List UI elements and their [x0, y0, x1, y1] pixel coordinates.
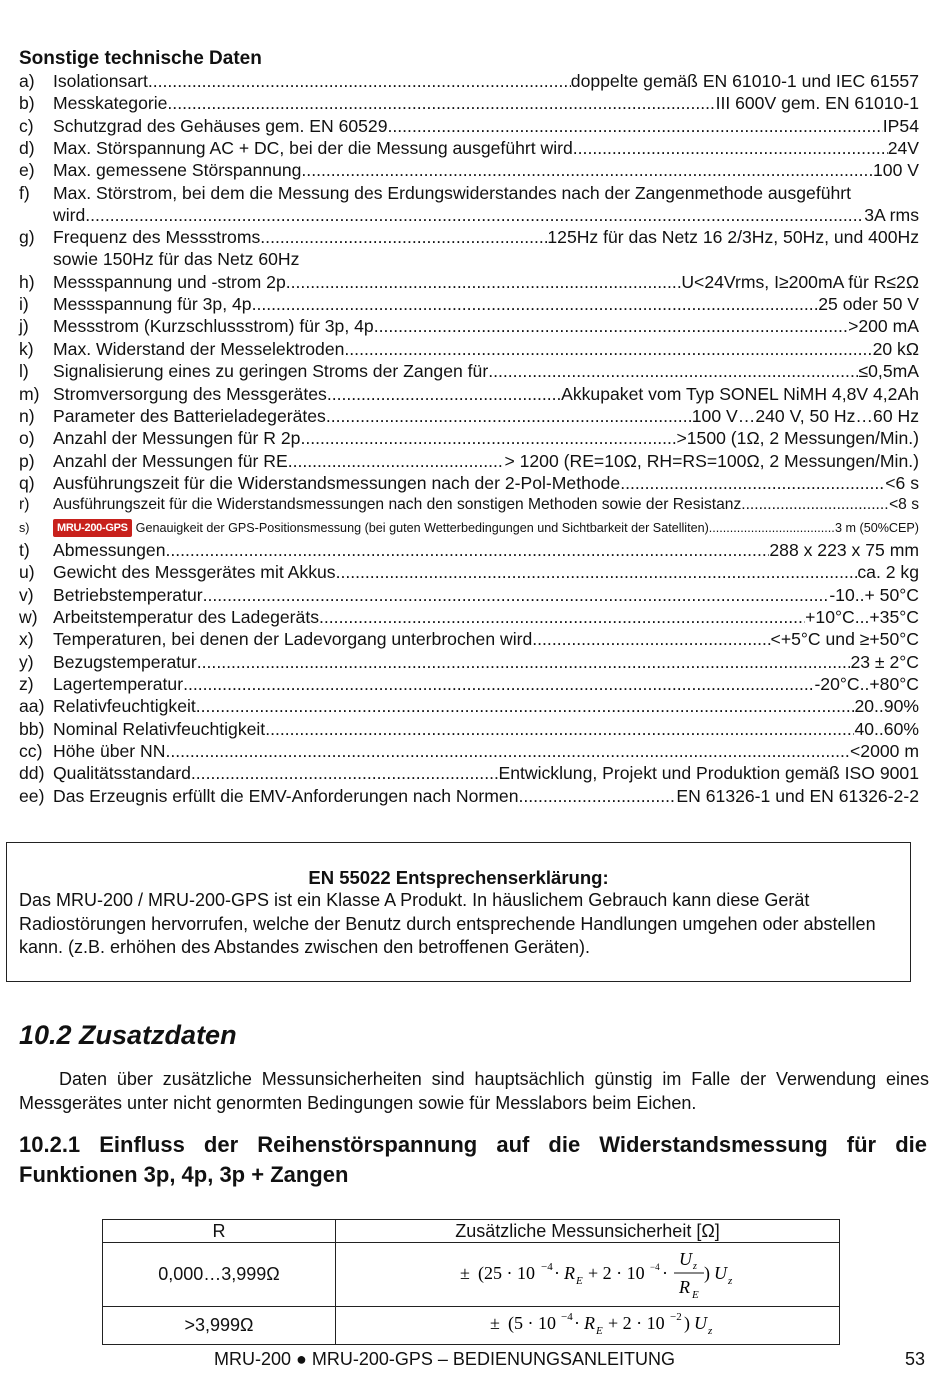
leader-dots [532, 628, 770, 650]
leader-dots [573, 137, 888, 159]
leader-dots [191, 762, 499, 784]
spec-item [19, 137, 919, 159]
spec-item [19, 360, 919, 382]
svg-text:−4: −4 [560, 1311, 573, 1323]
spec-item [19, 785, 919, 807]
spec-letter: y) [19, 651, 34, 672]
spec-letter: h) [19, 271, 35, 292]
spec-value: ≤0,5mA [858, 361, 919, 382]
spec-value: 100 V [873, 160, 919, 181]
spec-label: Abmessungen [53, 539, 166, 560]
spec-label: Betriebstemperatur [53, 584, 203, 605]
svg-text:−4: −4 [649, 1262, 660, 1272]
spec-item [19, 740, 919, 762]
leader-dots [286, 271, 682, 293]
spec-letter: k) [19, 338, 34, 359]
leader-dots [196, 695, 855, 717]
svg-text:R: R [678, 1277, 690, 1297]
leader-dots [252, 293, 819, 315]
spec-label: Isolationsart [53, 71, 148, 91]
spec-label: Gewicht des Messgerätes mit Akkus [53, 562, 336, 583]
spec-item [19, 182, 919, 225]
spec-value: +10°C...+35°C [805, 607, 919, 627]
spec-label: Ausführungszeit für die Widerstandsmessungen nach der 2-Pol-Methode [53, 472, 621, 493]
spec-item [19, 695, 919, 717]
spec-letter: f) [19, 182, 30, 203]
svg-text:): ) [703, 1263, 710, 1283]
leader-dots [388, 115, 883, 137]
svg-text:z: z [692, 1261, 697, 1272]
emv-title: EN 55022 Entsprechenserklärung: [308, 867, 609, 888]
emv-notice-box [6, 842, 911, 982]
spec-value: 288 x 223 x 75 mm [769, 539, 919, 560]
spec-item [19, 628, 919, 650]
svg-text:·: · [661, 1263, 668, 1283]
leader-dots [165, 740, 850, 762]
leader-dots [197, 651, 851, 673]
leader-dots [326, 405, 692, 427]
spec-value: Akkupaket vom Typ SONEL NiMH 4,8V 4,2Ah [561, 383, 919, 404]
leader-dots [148, 70, 571, 92]
table-header-uncertainty: Zusätzliche Messunsicherheit [Ω] [336, 1220, 840, 1243]
spec-item [19, 450, 919, 472]
spec-item [19, 762, 919, 784]
spec-item [19, 584, 919, 606]
leader-dots [336, 561, 858, 583]
spec-value: 40..60% [854, 718, 919, 739]
spec-label: Bezugstemperatur [53, 651, 197, 672]
table-cell-range: >3,999Ω [103, 1307, 336, 1345]
leader-dots [519, 785, 677, 807]
spec-label: Messspannung für 3p, 4p [53, 294, 252, 315]
spec-letter: s) [19, 520, 30, 535]
spec-letter: o) [19, 428, 35, 449]
leader-dots [319, 606, 805, 628]
spec-label: Arbeitstemperatur des Ladegeräts [53, 607, 320, 627]
spec-value: 125Hz für das Netz 16 2/3Hz, 50Hz, und 400Hz [547, 227, 919, 248]
spec-item [19, 606, 919, 628]
spec-letter: bb) [19, 718, 45, 739]
spec-item [19, 651, 919, 673]
spec-item [19, 718, 919, 740]
spec-label: Messstrom (Kurzschlussstrom) für 3p, 4p [53, 316, 374, 337]
leader-dots [85, 204, 864, 226]
spec-letter: t) [19, 539, 30, 560]
spec-item [19, 427, 919, 449]
spec-value: >200 mA [848, 316, 919, 337]
page-number: 53 [904, 1349, 925, 1369]
table-row [103, 1307, 840, 1345]
svg-text:R: R [563, 1263, 575, 1283]
spec-label: Max. Störspannung AC + DC, bei der die Messung ausgeführt wird [53, 138, 573, 159]
spec-value: 3A rms [864, 204, 919, 225]
spec-letter: w) [19, 607, 38, 627]
spec-letter: g) [19, 227, 35, 248]
leader-dots [374, 315, 848, 337]
svg-text:U: U [693, 1313, 707, 1333]
spec-value: -10..+ 50°C [829, 584, 919, 605]
spec-label: Messkategorie [53, 93, 168, 114]
leader-dots [741, 494, 889, 516]
leader-dots [165, 539, 769, 561]
spec-label: Stromversorgung des Messgerätes [53, 383, 327, 404]
spec-letter: u) [19, 562, 35, 583]
spec-value: 20 kΩ [872, 338, 919, 359]
spec-value: doppelte gemäß EN 61010-1 und IEC 61557 [570, 71, 919, 91]
spec-value: 20..90% [854, 696, 919, 717]
spec-letter: m) [19, 383, 40, 404]
spec-value: ca. 2 kg [857, 562, 919, 583]
svg-text:(5 · 10: (5 · 10 [507, 1313, 556, 1333]
spec-label: Das Erzeugnis erfüllt die EMV-Anforderungen nach Normen [53, 785, 519, 806]
svg-text:(25 · 10: (25 · 10 [477, 1263, 535, 1283]
spec-letter: dd) [19, 763, 45, 784]
spec-label: Messspannung und -strom 2p [53, 271, 286, 292]
spec-item [19, 539, 919, 561]
svg-text:U: U [713, 1263, 727, 1283]
spec-item [19, 315, 919, 337]
spec-item [19, 472, 919, 494]
intro-paragraph: Daten über zusätzliche Messunsicherheiten sind hauptsächlich günstig im Falle der Verwendung eines Messgerätes unter nicht genormten Bedingungen sowie für Messlabors beim Eichen. [19, 1069, 929, 1113]
svg-text:E: E [595, 1325, 603, 1337]
spec-letter: a) [19, 71, 35, 91]
spec-item [19, 92, 919, 114]
leader-dots [327, 383, 561, 405]
svg-text:+ 2 · 10: + 2 · 10 [607, 1313, 665, 1333]
leader-dots [344, 338, 872, 360]
leader-dots [620, 472, 885, 494]
spec-label-continued: wird [53, 204, 86, 225]
leader-dots [167, 92, 715, 114]
svg-text:E: E [575, 1275, 583, 1287]
table-cell-range: 0,000…3,999Ω [103, 1243, 336, 1307]
spec-label: Genauigkeit der GPS-Positionsmessung (bei guten Wetterbedingungen und Sichtbarkeit der Satelliten) [135, 520, 709, 535]
spec-letter: r) [19, 496, 30, 514]
spec-label: Max. Widerstand der Messelektroden [53, 338, 345, 359]
spec-label: Relativfeuchtigkeit [53, 696, 196, 717]
spec-value: Entwicklung, Projekt und Produktion gemäß ISO 9001 [498, 763, 919, 784]
svg-text:·: · [553, 1263, 560, 1283]
spec-value-continued: sowie 150Hz für das Netz 60Hz [53, 249, 300, 270]
formula-1 [438, 1243, 738, 1301]
table-header-r: R [103, 1220, 336, 1243]
spec-value: 24V [887, 138, 919, 159]
spec-value: 25 oder 50 V [818, 294, 919, 315]
spec-letter: q) [19, 472, 35, 493]
spec-label: Ausführungszeit für die Widerstandsmessungen nach den sonstigen Methoden sowie der Resistanz [53, 496, 742, 514]
table-cell-formula [336, 1307, 840, 1345]
svg-text:·: · [573, 1313, 580, 1333]
spec-label: Nominal Relativfeuchtigkeit [53, 718, 266, 739]
spec-label: Schutzgrad des Gehäuses gem. EN 60529 [53, 115, 388, 136]
spec-value: III 600V gem. EN 61010-1 [715, 93, 919, 114]
leader-dots [183, 673, 814, 695]
spec-letter: aa) [19, 696, 45, 717]
spec-item [19, 494, 919, 516]
table-row [103, 1243, 840, 1307]
spec-value: >1500 (1Ω, 2 Messungen/Min.) [676, 428, 919, 449]
spec-item [19, 115, 919, 137]
spec-value: <6 s [885, 472, 919, 493]
spec-letter: n) [19, 405, 35, 426]
spec-letter: v) [19, 584, 34, 605]
formula-2 [438, 1307, 738, 1339]
svg-text:−2: −2 [669, 1311, 682, 1323]
leader-dots [709, 517, 835, 539]
spec-label: Signalisierung eines zu geringen Stroms der Zangen für [53, 361, 489, 382]
leader-dots [265, 718, 854, 740]
leader-dots [260, 226, 547, 248]
table-cell-formula [336, 1243, 840, 1307]
spec-item [19, 561, 919, 583]
spec-label: Frequenz des Messstroms [53, 227, 261, 248]
spec-value: -20°C..+80°C [814, 674, 919, 695]
spec-item [19, 70, 919, 92]
spec-label: Anzahl der Messungen für R 2p [53, 428, 301, 449]
spec-item [19, 159, 919, 181]
spec-item [19, 405, 919, 427]
leader-dots [300, 427, 676, 449]
spec-value: > 1200 (RE=10Ω, RH=RS=100Ω, 2 Messungen/Min.) [504, 450, 919, 471]
model-badge: MRU-200-GPS [53, 519, 132, 537]
spec-value: <8 s [889, 496, 919, 514]
svg-text:−4: −4 [540, 1261, 553, 1273]
uncertainty-table [102, 1219, 840, 1345]
spec-letter: p) [19, 450, 35, 471]
svg-text:E: E [691, 1289, 699, 1301]
svg-text:): ) [683, 1313, 690, 1333]
spec-label: Anzahl der Messungen für RE [53, 450, 288, 471]
svg-text:+ 2 · 10: + 2 · 10 [587, 1263, 645, 1283]
spec-letter: l) [19, 361, 29, 382]
spec-letter: d) [19, 138, 35, 159]
spec-label: Höhe über NN [53, 741, 166, 762]
spec-label: Qualitätsstandard [53, 763, 191, 784]
svg-text:±: ± [489, 1313, 500, 1333]
leader-dots [288, 450, 505, 472]
spec-value: EN 61326-1 und EN 61326-2-2 [676, 785, 919, 806]
spec-value: <2000 m [850, 741, 919, 762]
spec-label: Lagertemperatur [53, 674, 184, 695]
spec-label: Max. Störstrom, bei dem die Messung des Erdungswiderstandes nach der Zangenmethode ausgeführt [53, 182, 852, 203]
leader-dots [488, 360, 858, 382]
spec-item [19, 673, 919, 695]
spec-item [19, 226, 919, 270]
spec-value: 3 m (50%CEP) [835, 520, 919, 535]
subsection-heading: 10.2.1 Einfluss der Reihenstörspannung auf die Widerstandsmessung für die Funktionen 3p, 4p, 3p + Zangen [19, 1132, 927, 1187]
spec-item [19, 517, 919, 539]
spec-label: Parameter des Batterieladegerätes [53, 405, 326, 426]
spec-letter: cc) [19, 741, 43, 762]
spec-letter: j) [19, 316, 29, 337]
spec-letter: i) [19, 294, 29, 315]
spec-letter: b) [19, 93, 35, 114]
spec-letter: ee) [19, 785, 45, 806]
svg-text:z: z [727, 1275, 732, 1287]
spec-letter: z) [19, 674, 34, 695]
leader-dots [203, 584, 830, 606]
spec-label: Temperaturen, bei denen der Ladevorgang unterbrochen wird [53, 629, 533, 650]
svg-text:±: ± [459, 1263, 470, 1283]
section-heading-zusatzdaten: 10.2 Zusatzdaten [19, 1020, 237, 1050]
svg-text:z: z [707, 1325, 712, 1337]
spec-item [19, 293, 919, 315]
svg-text:U: U [678, 1249, 692, 1269]
section-title: Sonstige technische Daten [19, 48, 262, 69]
footer-title: MRU-200 ● MRU-200-GPS – BEDIENUNGSANLEITUNG [214, 1349, 675, 1369]
emv-text: Das MRU-200 / MRU-200-GPS ist ein Klasse A Produkt. In häuslichem Gebrauch kann diese Gerät Radiostörungen hervorrufen, welche der Benutz durch entsprechende Handlungen umgehen oder abstellen kann. (z.B. erhöhen des Abstandes zwischen den betroffenen Geräten). [19, 890, 876, 957]
spec-label: Max. gemessene Störspannung [53, 160, 302, 181]
spec-value: 100 V…240 V, 50 Hz…60 Hz [691, 405, 919, 426]
spec-item [19, 383, 919, 405]
spec-value: 23 ± 2°C [850, 651, 919, 672]
svg-text:R: R [583, 1313, 595, 1333]
spec-letter: e) [19, 160, 35, 181]
spec-item [19, 338, 919, 360]
spec-item [19, 271, 919, 293]
spec-value: <+5°C und ≥+50°C [770, 629, 919, 650]
spec-value: U<24Vrms, I≥200mA für R≤2Ω [681, 271, 919, 292]
spec-letter: c) [19, 115, 34, 136]
spec-letter: x) [19, 629, 34, 650]
spec-value: IP54 [882, 115, 919, 136]
leader-dots [301, 159, 873, 181]
